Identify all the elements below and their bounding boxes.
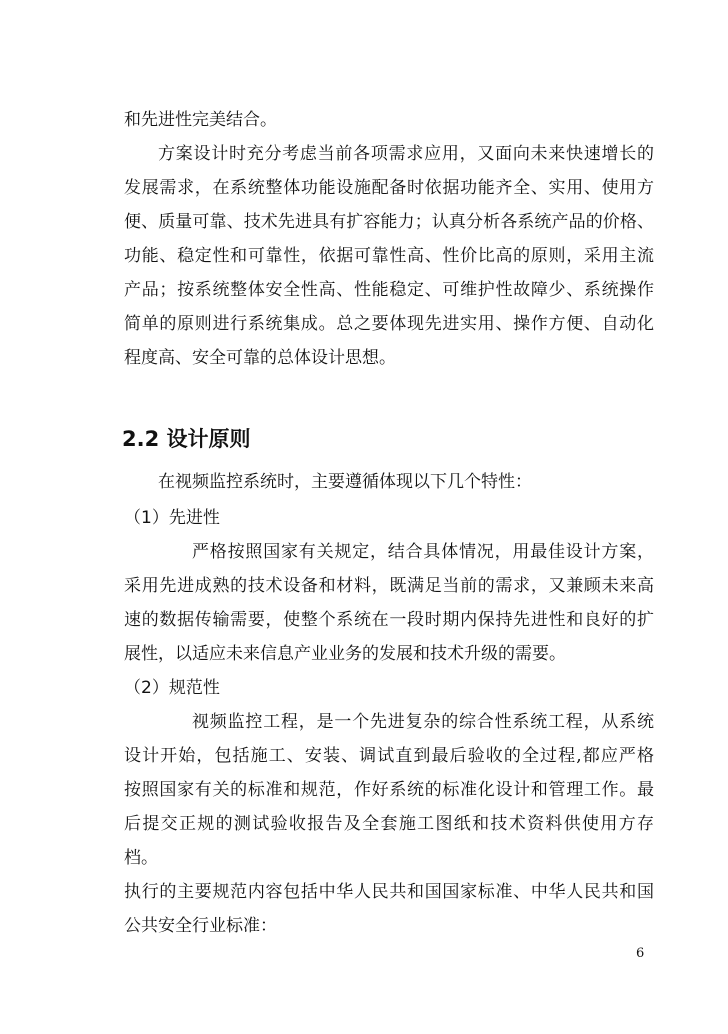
section-lead: 在视频监控系统时，主要遵循体现以下几个特性： (158, 472, 532, 492)
closing-line-1: 执行的主要规范内容包括中华人民共和国国家标准、中华人民共和国 (124, 882, 654, 902)
intro-line-1: 和先进性完美结合。 (124, 110, 277, 130)
intro-line-8: 程度高、安全可靠的总体设计思想。 (124, 348, 396, 368)
item-2-line-3: 按照国家有关的标准和规范，作好系统的标准化设计和管理工作。最 (124, 780, 654, 800)
item-2-title: （2）规范性 (124, 678, 220, 698)
item-1-line-4: 展性，以适应未来信息产业业务的发展和技术升级的需要。 (124, 644, 566, 664)
item-2-line-2: 设计开始，包括施工、安装、调试直到最后验收的全过程,都应严格 (124, 746, 654, 766)
item-2-line-4: 后提交正规的测试验收报告及全套施工图纸和技术资料供使用方存 (124, 814, 654, 834)
intro-line-4: 便、质量可靠、技术先进具有扩容能力；认真分析各系统产品的价格、 (124, 212, 654, 232)
intro-line-7: 简单的原则进行系统集成。总之要体现先进实用、操作方便、自动化 (124, 314, 654, 334)
intro-line-5: 功能、稳定性和可靠性，依据可靠性高、性价比高的原则，采用主流 (124, 246, 654, 266)
intro-line-3: 发展需求，在系统整体功能设施配备时依据功能齐全、实用、使用方 (124, 178, 654, 198)
item-1-line-3: 速的数据传输需要，使整个系统在一段时期内保持先进性和良好的扩 (124, 610, 654, 630)
intro-line-2: 方案设计时充分考虑当前各项需求应用，又面向未来快速增长的 (158, 144, 654, 164)
item-2-line-1: 视频监控工程，是一个先进复杂的综合性系统工程，从系统 (192, 712, 654, 732)
item-1-line-2: 采用先进成熟的技术设备和材料，既满足当前的需求，又兼顾未来高 (124, 576, 654, 596)
section-heading: 2.2 设计原则 (122, 427, 251, 451)
item-2-line-5: 档。 (124, 848, 158, 868)
intro-line-6: 产品；按系统整体安全性高、性能稳定、可维护性故障少、系统操作 (124, 280, 654, 300)
closing-line-2: 公共安全行业标准： (124, 916, 277, 936)
page-number: 6 (636, 946, 645, 961)
item-1-title: （1）先进性 (124, 508, 220, 528)
item-1-line-1: 严格按照国家有关规定，结合具体情况，用最佳设计方案， (192, 542, 654, 562)
